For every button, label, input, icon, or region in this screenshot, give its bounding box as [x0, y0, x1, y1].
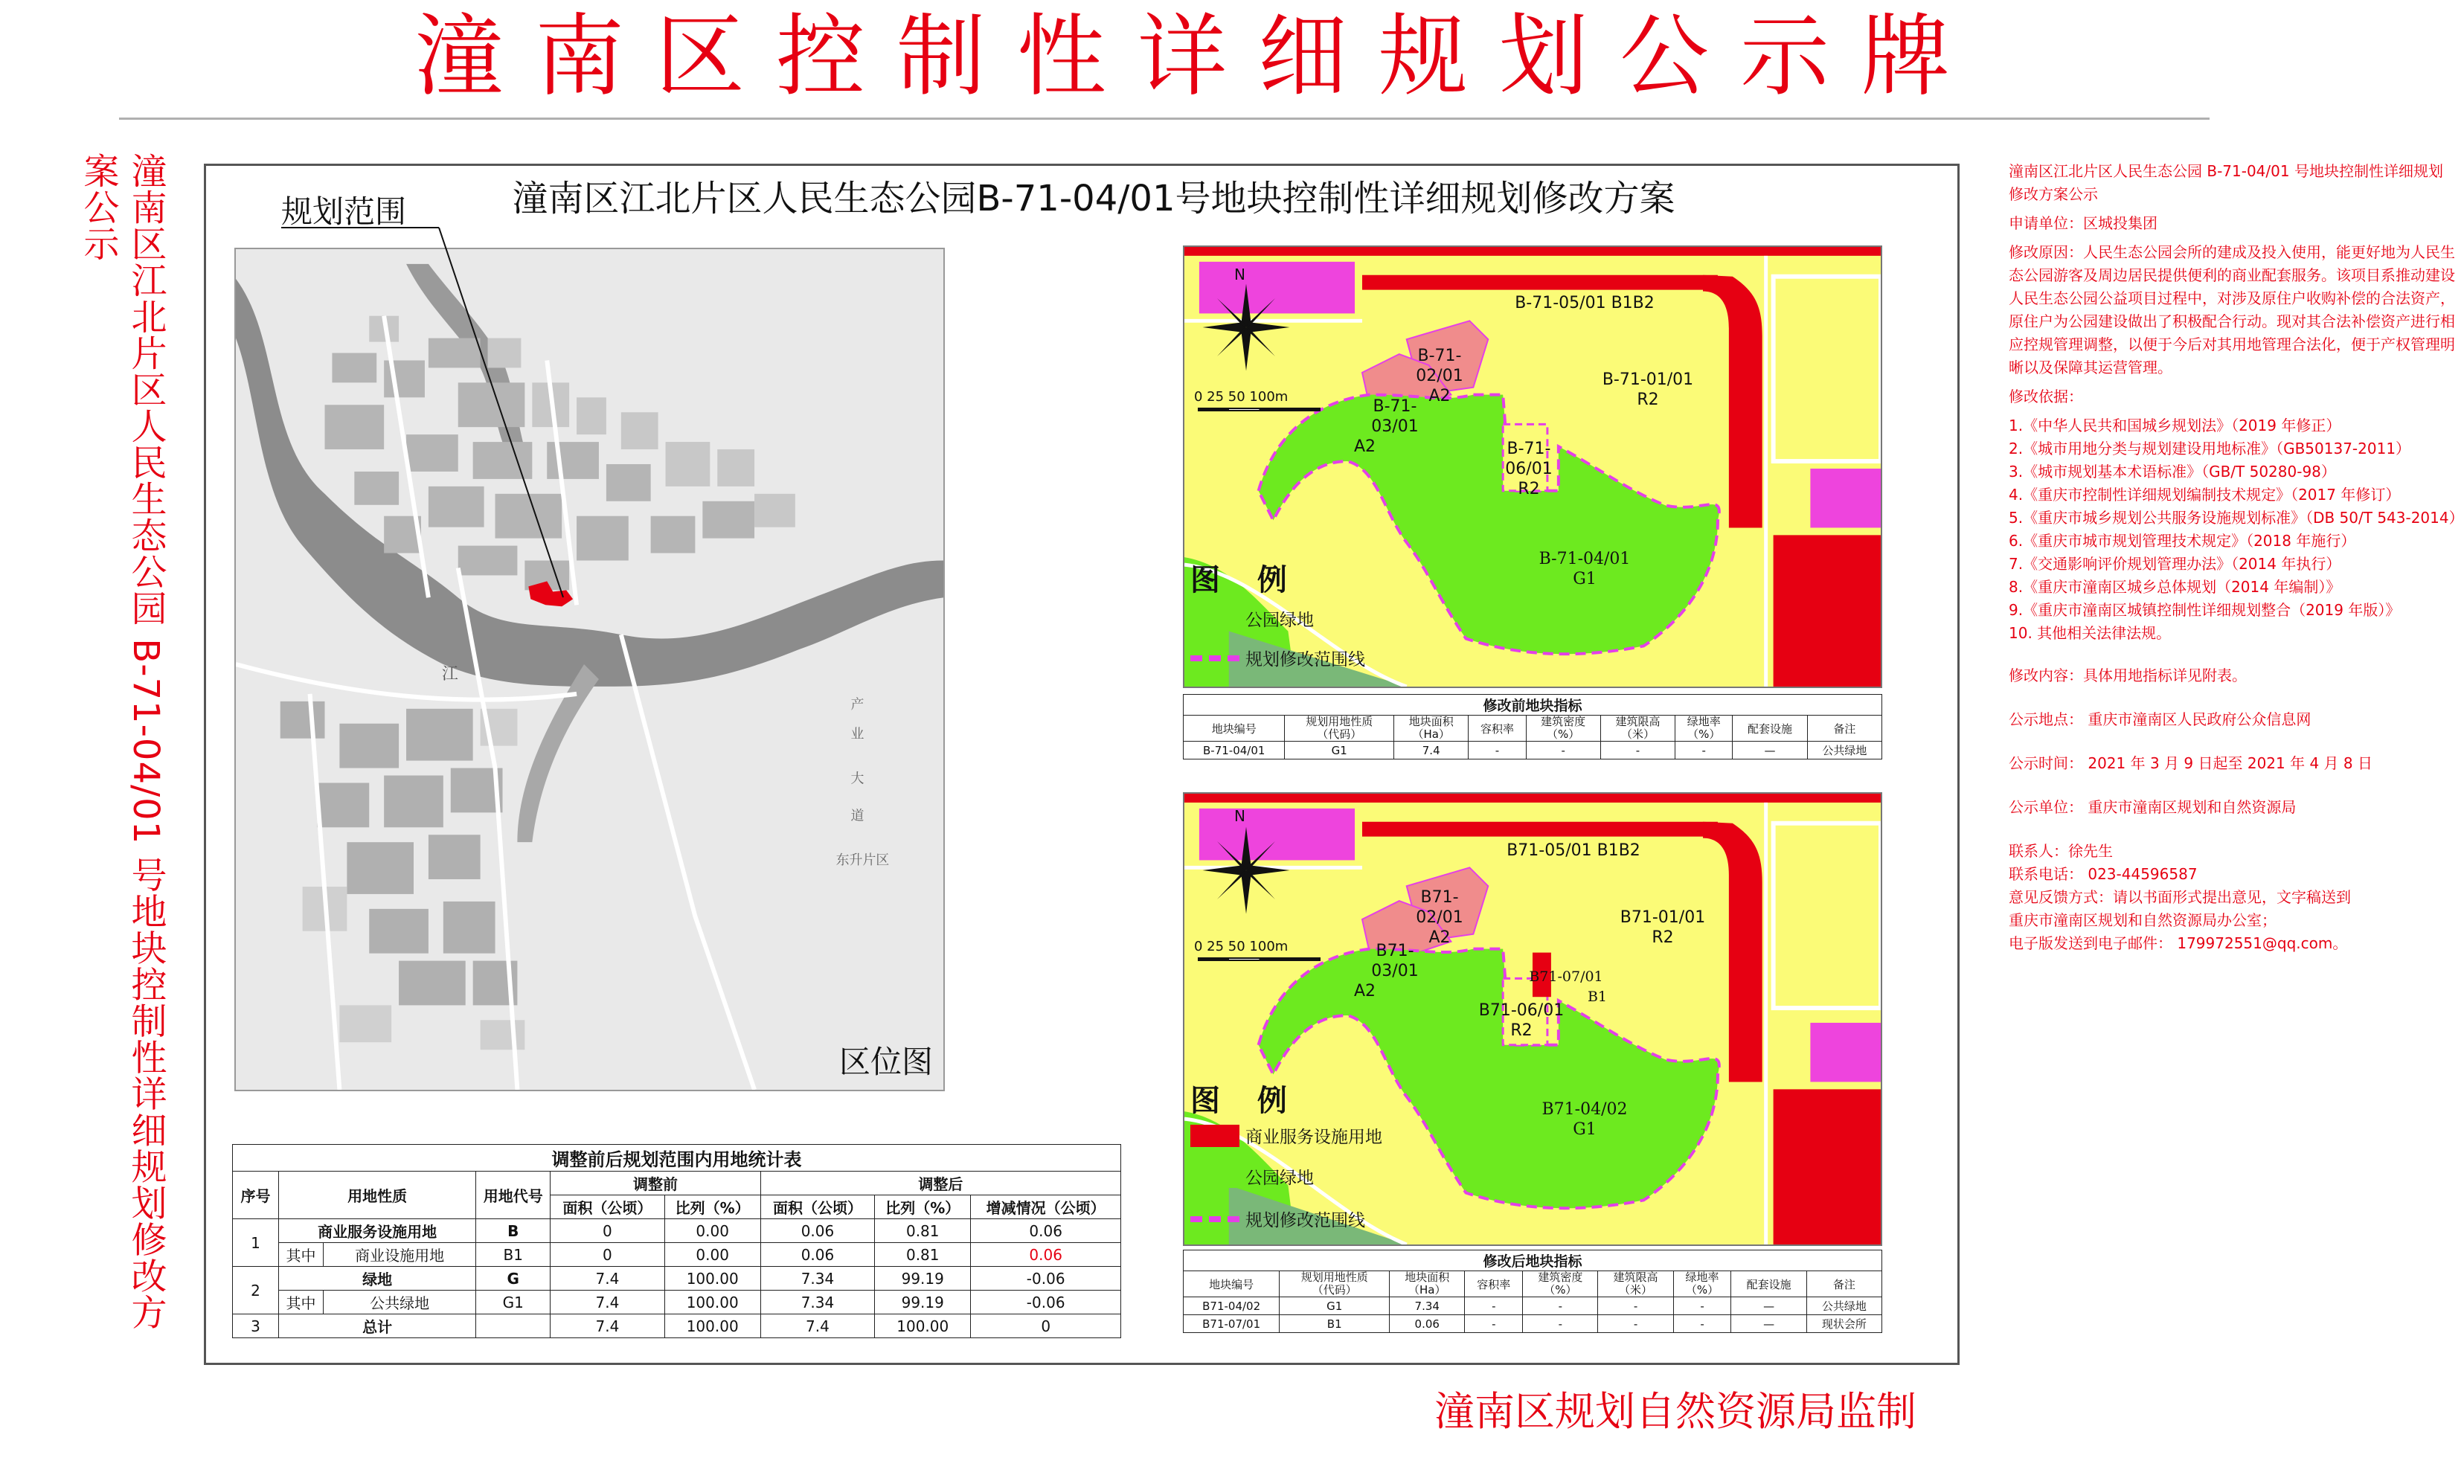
parcel-before-b71-04: B-71-04/01 G1: [1539, 550, 1631, 588]
index-before-header: [1184, 716, 1882, 742]
list-item: 6.《重庆市城市规划管理技术规定》（2018 年施行）: [2009, 532, 2356, 550]
legend-after-boundary: 规划修改范围线: [1190, 1207, 1365, 1231]
applicant: 申请单位：区城投集团: [2009, 214, 2157, 232]
table-header-cell: 容积率: [1465, 1271, 1523, 1297]
north-label-after: N: [1234, 807, 1245, 825]
index-after-caption: 修改后地块指标: [1184, 1250, 1882, 1271]
legend-after-commercial: 商业服务设施用地: [1190, 1123, 1382, 1148]
table-header-cell: 地块编号: [1184, 1271, 1280, 1297]
notice-place: 公示地点： 重庆市潼南区人民政府公众信息网: [2009, 710, 2311, 728]
parcel-after-b71-01: B71-01/01 R2: [1620, 908, 1706, 947]
table-row: 2 绿地 G 7.4 100.00 7.34 99.19 -0.06: [233, 1267, 1121, 1291]
parcel-after-b71-04: B71-04/02 G1: [1541, 1100, 1628, 1139]
header-code: 用地代号: [476, 1172, 551, 1219]
legend-after-park: 公园绿地: [1190, 1164, 1314, 1189]
north-label-before: N: [1234, 266, 1245, 283]
plan-title: 潼南区江北片区人民生态公园B-71-04/01号地块控制性详细规划修改方案: [512, 178, 1675, 219]
header-before: 调整前: [551, 1172, 761, 1195]
legend-swatch: [1190, 1216, 1239, 1222]
map-label-road-4: 道: [850, 808, 864, 824]
compass-before-icon: [1198, 279, 1294, 376]
phone: 联系电话： 023-44596587: [2009, 865, 2198, 883]
table-header-cell: 备注: [1807, 716, 1881, 742]
header-ratio-after: 比列（%）: [875, 1195, 971, 1219]
list-item: 7.《交通影响评价规划管理办法》（2014 年执行）: [2009, 555, 2341, 573]
table-row: 3 总计 7.4 100.00 7.4 100.00 0: [233, 1314, 1121, 1338]
table-row: B71-04/02 G1 7.34 - - - - — 公共绿地: [1184, 1297, 1882, 1315]
table-header-cell: 地块面积 （Ha）: [1394, 716, 1469, 742]
map-label-road-3: 大: [850, 771, 864, 787]
location-map-caption: 区位图: [839, 1044, 934, 1080]
header-ratio-before: 比列（%）: [664, 1195, 760, 1219]
table-header-cell: 容积率: [1469, 716, 1526, 742]
parcel-before-b71-03: B-71-03/01 A2: [1354, 397, 1419, 456]
location-map-graphic: [236, 249, 943, 1090]
parcel-after-b71-03: B71-03/01 A2: [1354, 942, 1419, 1000]
legend-before-boundary: 规划修改范围线: [1190, 646, 1365, 670]
parcel-before-b71-06: B-71-06/01 R2: [1505, 440, 1553, 498]
table-row: B-71-04/01 G1 7.4 - - - - — 公共绿地: [1184, 742, 1882, 759]
list-item: 5.《重庆市城乡规划公共服务设施规划标准》（DB 50/T 543-2014）: [2009, 509, 2464, 527]
legend-after-title: 图 例: [1190, 1084, 1300, 1118]
index-before-caption: 修改前地块指标: [1184, 695, 1882, 716]
header-change: 增减情况（公顷）: [971, 1195, 1121, 1219]
feedback-line-1: 意见反馈方式：请以书面形式提出意见，文字稿送到: [2009, 888, 2351, 906]
basis-title: 修改依据：: [2009, 388, 2083, 405]
table-header-cell: 建筑密度 （%）: [1526, 716, 1600, 742]
feedback-line-2: 重庆市潼南区规划和自然资源局办公室；: [2009, 911, 2277, 929]
legend-swatch: [1190, 608, 1239, 630]
legend-swatch: [1190, 1166, 1239, 1188]
map-label-district: 东升片区: [835, 852, 890, 869]
index-after-table: [1183, 1250, 1882, 1333]
footer-issuer: 潼南区规划自然资源局监制: [1434, 1388, 1916, 1435]
table-header-cell: 绿地率 （%）: [1675, 716, 1733, 742]
header-seq: 序号: [233, 1172, 279, 1219]
header-nature: 用地性质: [279, 1172, 476, 1219]
table-header-cell: 地块编号: [1184, 716, 1285, 742]
table-header-cell: 配套设施: [1733, 716, 1807, 742]
map-label-river: 江: [441, 664, 458, 684]
land-use-stats-table: [232, 1144, 1121, 1338]
list-item: 4.《重庆市控制性详细规划编制技术规定》（2017 年修订）: [2009, 486, 2401, 504]
legend-before-park: 公园绿地: [1190, 606, 1314, 631]
table-header-cell: 规划用地性质 （代码）: [1285, 716, 1394, 742]
table-header-cell: 配套设施: [1731, 1271, 1806, 1297]
vertical-title: 潼南区江北片区人民生态公园 B-71-04/01 号地块控制性详细规划修改方案公示: [77, 152, 167, 1331]
legend-swatch: [1190, 655, 1239, 661]
parcel-after-b71-05: B71-05/01 B1B2: [1507, 841, 1640, 860]
notice-unit: 公示单位： 重庆市潼南区规划和自然资源局: [2009, 798, 2297, 816]
parcel-before-b71-01: B-71-01/01 R2: [1602, 370, 1694, 409]
compass-after-icon: [1198, 822, 1294, 919]
table-header-cell: 规划用地性质 （代码）: [1280, 1271, 1390, 1297]
table-row: 其中 公共绿地 G1 7.4 100.00 7.34 99.19 -0.06: [233, 1291, 1121, 1314]
location-map: [234, 248, 945, 1091]
basis-list: [2009, 414, 2464, 645]
table-header-cell: 绿地率 （%）: [1673, 1271, 1731, 1297]
parcel-after-b71-07: B71-07/01 B1: [1529, 969, 1607, 1005]
title-divider: [119, 118, 2210, 120]
modification-reason: 修改原因：人民生态公园会所的建成及投入使用，能更好地为人民生态公园游客及周边居民提供便利的商业配套服务。该项目系推动建设人民生态公园公益项目过程中，对涉及原住户收购补偿的合法资产，原住户为公园建设做出了积极配合行动。现对其合法补偿资产进行相应控规管理调整，以便于今后对其用地管理合法化，便于产权管理明晰以及保障其运营管理。: [2009, 243, 2455, 376]
notice-title: 潼南区江北片区人民生态公园 B-71-04/01 号地块控制性详细规划修改方案公示: [2009, 162, 2443, 203]
list-item: 3.《城市规划基本术语标准》（GB/T 50280-98）: [2009, 463, 2336, 481]
table-header-cell: 建筑限高 （米）: [1598, 1271, 1673, 1297]
list-item: 8.《重庆市潼南区城乡总体规划（2014 年编制）》: [2009, 578, 2341, 596]
header-area-after: 面积（公顷）: [760, 1195, 874, 1219]
scale-bar-before: 0 25 50 100m: [1194, 389, 1289, 405]
table-header-cell: 建筑密度 （%）: [1523, 1271, 1598, 1297]
parcel-after-b71-02: B71-02/01 A2: [1416, 888, 1463, 947]
page-title: 潼南区控制性详细规划公示牌: [414, 5, 1981, 109]
table-header-cell: 建筑限高 （米）: [1600, 716, 1675, 742]
scale-bar-before-graphic: [1198, 408, 1321, 411]
modification-content: 修改内容：具体用地指标详见附表。: [2009, 666, 2247, 684]
legend-before-title: 图 例: [1190, 563, 1300, 597]
stats-table-caption: 调整前后规划范围内用地统计表: [233, 1145, 1121, 1172]
legend-swatch: [1190, 1125, 1239, 1147]
table-row: 其中 商业设施用地 B1 0 0.00 0.06 0.81 0.06: [233, 1243, 1121, 1267]
table-header-cell: 备注: [1806, 1271, 1881, 1297]
table-header-cell: 地块面积 （Ha）: [1390, 1271, 1465, 1297]
map-label-road-1: 产: [850, 696, 864, 713]
list-item: 1.《中华人民共和国城乡规划法》（2019 年修正）: [2009, 417, 2341, 434]
parcel-before-b71-05: B-71-05/01 B1B2: [1515, 294, 1655, 312]
parcel-after-b71-06: B71-06/01 R2: [1478, 1001, 1565, 1040]
index-before-table: [1183, 694, 1882, 759]
table-row: 1 商业服务设施用地 B 0 0.00 0.06 0.81 0.06: [233, 1219, 1121, 1243]
list-item: 9.《重庆市潼南区城镇控制性详细规划整合（2019 年版）》: [2009, 601, 2401, 619]
table-row: B71-07/01 B1 0.06 - - - - — 现状会所: [1184, 1315, 1882, 1333]
notice-time: 公示时间： 2021 年 3 月 9 日起至 2021 年 4 月 8 日: [2009, 754, 2372, 772]
scale-bar-after: 0 25 50 100m: [1194, 939, 1289, 954]
map-label-road-2: 业: [850, 726, 864, 742]
feedback-email: 电子版发送到电子邮件： 179972551@qq.com。: [2009, 934, 2348, 952]
list-item: 10. 其他相关法律法规。: [2009, 624, 2172, 642]
index-after-header: [1184, 1271, 1882, 1297]
header-area-before: 面积（公顷）: [551, 1195, 664, 1219]
contact: 联系人：徐先生: [2009, 842, 2113, 860]
scale-bar-after-graphic: [1198, 957, 1321, 961]
list-item: 2.《城市用地分类与规划建设用地标准》（GB50137-2011）: [2009, 440, 2411, 457]
header-after: 调整后: [760, 1172, 1120, 1195]
parcel-before-b71-02: B-71-02/01 A2: [1416, 347, 1463, 405]
notice-sidebar: [2009, 160, 2464, 955]
scope-label: 规划范围: [281, 193, 407, 230]
